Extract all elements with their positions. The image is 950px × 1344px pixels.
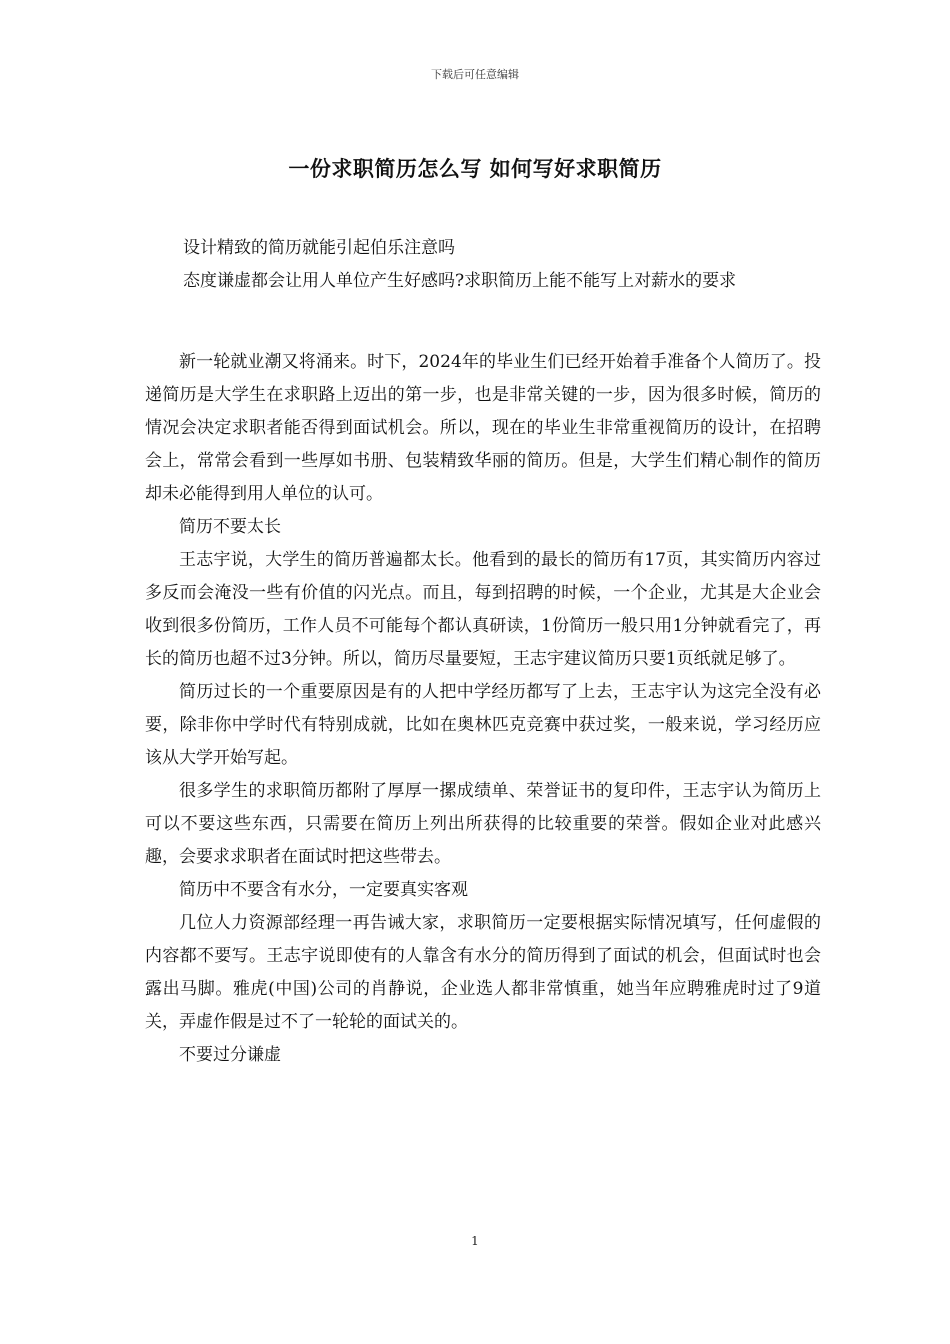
page-number: 1 <box>471 1234 479 1248</box>
section-heading-too-long: 简历不要太长 <box>179 517 281 537</box>
paragraph: 王志宇说，大学生的简历普遍都太长。他看到的最长的简历有17页，其实简历内容过多反而会淹没一些有价值的闪光点。而且，每到招聘的时候，一个企业，尤其是大企业会收到很多份简历，工作人员不可能每个都认真研读，1份简历一般只用1分钟就看完了，再长的简历也超不过3分钟。所以，简历尽量要短，王志宇建议简历只要1页纸就足够了。 <box>145 550 821 669</box>
header-note: 下载后可任意编辑 <box>431 68 519 81</box>
paragraph: 简历过长的一个重要原因是有的人把中学经历都写了上去，王志宇认为这完全没有必要，除非你中学时代有特别成就，比如在奥林匹克竞赛中获过奖，一般来说，学习经历应该从大学开始写起。 <box>145 682 821 768</box>
paragraph: 很多学生的求职简历都附了厚厚一摞成绩单、荣誉证书的复印件，王志宇认为简历上可以不要这些东西，只需要在简历上列出所获得的比较重要的荣誉。假如企业对此感兴趣，会要求求职者在面试时把这些带去。 <box>145 781 821 867</box>
section-heading-truthful: 简历中不要含有水分，一定要真实客观 <box>179 880 468 900</box>
paragraph: 几位人力资源部经理一再告诫大家，求职简历一定要根据实际情况填写，任何虚假的内容都不要写。王志宇说即使有的人靠含有水分的简历得到了面试的机会，但面试时也会露出马脚。雅虎(中国)公司的肖静说，企业选人都非常慎重，她当年应聘雅虎时过了9道关，弄虚作假是过不了一轮轮的面试关的。 <box>145 913 821 1032</box>
document-body <box>145 232 821 1072</box>
document-title: 一份求职简历怎么写 如何写好求职简历 <box>288 156 662 181</box>
section-heading-modesty: 不要过分谦虚 <box>179 1045 281 1065</box>
subtitle-1: 设计精致的简历就能引起伯乐注意吗 <box>183 238 455 258</box>
paragraph-intro: 新一轮就业潮又将涌来。时下，2024年的毕业生们已经开始着手准备个人简历了。投递简历是大学生在求职路上迈出的第一步，也是非常关键的一步，因为很多时候，简历的情况会决定求职者能否得到面试机会。所以，现在的毕业生非常重视简历的设计，在招聘会上，常常会看到一些厚如书册、包装精致华丽的简历。但是，大学生们精心制作的简历却未必能得到用人单位的认可。 <box>145 352 821 504</box>
subtitle-2: 态度谦虚都会让用人单位产生好感吗?求职简历上能不能写上对薪水的要求 <box>183 271 737 291</box>
